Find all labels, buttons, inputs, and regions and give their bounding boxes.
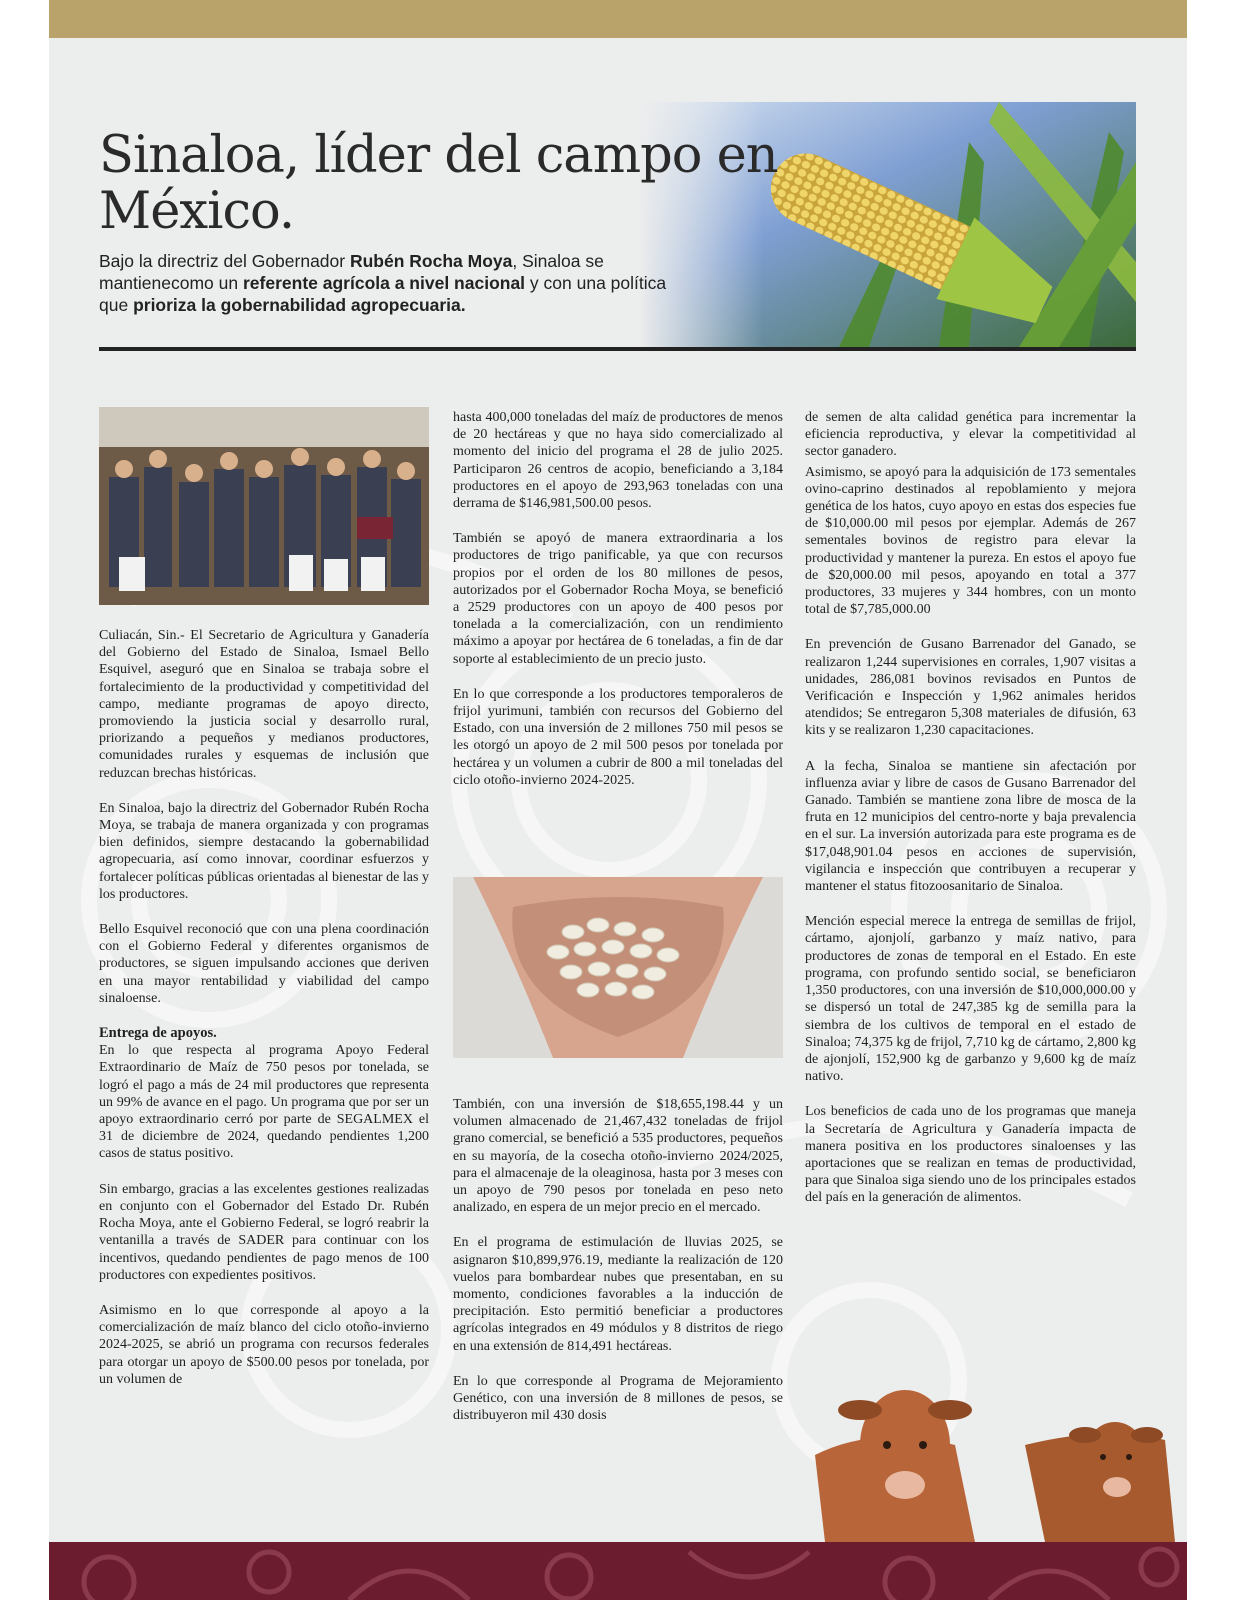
- paragraph: A la fecha, Sinaloa se mantiene sin afectación por influenza aviar y libre de casos de Gusano Barrenador del Ganado. También se mantiene zona libre de mosca de la fruta en 12 municipios del centro-norte y baja prevalencia en el sur. La inversión autorizada para este programa es de $17,048,901.04 pesos en acciones de supervisión, vigilancia e inspección que contribuyen a recuperar y mantener el status fitozoosanitario de Sinaloa.: [805, 758, 1136, 895]
- magazine-page: [49, 0, 1187, 1600]
- subtitle-bold: Rubén Rocha Moya: [349, 251, 513, 271]
- top-gold-band: [49, 0, 1187, 38]
- page-subtitle: [99, 250, 679, 316]
- article-column-2-continued: [453, 1096, 783, 1442]
- beans-in-hands-photo: [453, 877, 783, 1058]
- paragraph: Asimismo, se apoyó para la adquisición de 173 sementales ovino-caprino destinados al repoblamiento y mejora genética de los hatos, cuyo apoyo en estas dos especies fue de $10,000.00 mil pesos por ejemplar. Además de 267 sementales bovinos de registro para elevar la productividad y mantener la pureza. En estos el apoyo fue de $20,000.00 mil pesos, apoyando en total a 377 productores, 33 mujeres y 344 hombres, con un monto total de $7,785,000.00: [805, 464, 1136, 618]
- subtitle-bold: prioriza la gobernabilidad agropecuaria.: [133, 295, 466, 315]
- paragraph: En el programa de estimulación de lluvias 2025, se asignaron $10,899,976.19, mediante la realización de 120 vuelos para bombardear nubes que presentaban, en su momento, condiciones favorables a la inducción de precipitación. Esto permitió beneficiar a productores agrícolas integrados en 49 módulos y 8 distritos de riego en una extensión de 814,491 hectáreas.: [453, 1235, 783, 1354]
- article-column-2: [453, 409, 783, 807]
- subtitle-text: , Sinaloa se mantienecomo un: [99, 251, 604, 293]
- article-column-3: [805, 409, 1136, 1225]
- paragraph: Sin embargo, gracias a las excelentes gestiones realizadas en conjunto con el Gobernador del Estado Dr. Rubén Rocha Moya, ante el Gobierno Federal, se logró reabrir la ventanilla a través de SADER para continuar con los incentivos, quedando pendientes de pago menos de 100 productores con expedientes positivos.: [99, 1181, 429, 1283]
- paragraph: En lo que corresponde al Programa de Mejoramiento Genético, con una inversión de 8 millones de pesos, se distribuyeron mil 430 dosis: [453, 1373, 783, 1424]
- subtitle-bold: referente agrícola a nivel nacional: [242, 273, 526, 293]
- paragraph: Bello Esquivel reconoció que con una plena coordinación con el Gobierno Federal y diferentes organismos de productores, se siguen impulsando acciones que deriven en una mayor rentabilidad y viabilidad del campo sinaloense.: [99, 922, 429, 1006]
- paragraph: Mención especial merece la entrega de semillas de frijol, cártamo, ajonjolí, garbanzo y maíz nativo, para productores de zonas de temporal en el Estado. En este programa, con profundo sentido social, se beneficiaron 1,350 productores, con una inversión de $10,000,000.00 y se dispersó un total de 247,385 kg de semilla para la siembra de los cultivos de temporal en el estado de Sinaloa; 74,375 kg de frijol, 7,710 kg de cártamo, 2,800 kg de ajonjolí, 152,900 kg de garbanzo y 9,600 kg de maíz nativo.: [805, 914, 1136, 1085]
- decorative-pattern: [49, 1542, 1187, 1600]
- crowd-photo: [99, 407, 429, 605]
- paragraph: En lo que corresponde a los productores temporaleros de frijol yurimuni, también con recursos del Gobierno del Estado, con una inversión de 2 millones 750 mil pesos se les otorgó un apoyo de 2 mil 500 pesos por tonelada por hectárea y un volumen a cubrir de 800 a mil toneladas del ciclo otoño-invierno 2024-2025.: [453, 686, 783, 788]
- paragraph: Culiacán, Sin.- El Secretario de Agricultura y Ganadería del Gobierno del Estado de Sinaloa, Ismael Bello Esquivel, aseguró que en Sinaloa se trabaja sobre el fortalecimiento de la productividad y competitividad del campo, mediante programas de apoyo directo, promoviendo la justicia social y desarrollo rural, priorizando a pequeños y medianos productores, comunidades rurales y esquemas de inclusión que reduzcan brechas históricas.: [99, 628, 429, 781]
- paragraph: Asimismo en lo que corresponde al apoyo a la comercialización de maíz blanco del ciclo otoño-invierno 2024-2025, se abrió un programa con recursos federales para otorgar un apoyo de $500.00 pesos por tonelada, por un volumen de: [99, 1302, 429, 1387]
- subtitle-text: Bajo la directriz del Gobernador: [99, 251, 350, 271]
- paragraph: hasta 400,000 toneladas del maíz de productores de menos de 20 hectáreas y que no haya sido comercializado al momento del inicio del programa el 28 de julio 2025. Participaron 26 centros de acopio, beneficiando a 3,184 productores en el apoyo de 293,963 toneladas con una derrama de $146,981,500.00 pesos.: [453, 410, 783, 512]
- paragraph: También, con una inversión de $18,655,198.44 y un volumen almacenado de 21,467,432 toneladas de frijol grano comercial, se benefició a 535 productores, pequeños en su mayoría, de la cosecha otoño-invierno 2024/2025, para el almacenaje de la oleaginosa, hasta por 3 meses con un apoyo de 790 pesos por tonelada en peso neto analizado, en espera de un mejor precio en el mercado.: [453, 1097, 783, 1216]
- bottom-maroon-band: [49, 1542, 1187, 1600]
- paragraph: Los beneficios de cada uno de los programas que maneja la Secretaría de Agricultura y Ganadería impacta de manera positiva en los productores sinaloenses y las aportaciones que se realizan en temas de productividad, para que Sinaloa siga siendo uno de los principales estados del país en la generación de alimentos.: [805, 1104, 1136, 1206]
- page-title: Sinaloa, líder del campo en México.: [99, 126, 778, 241]
- paragraph: También se apoyó de manera extraordinaria a los productores de trigo panificable, ya que con recursos propios por el orden de los 80 millones de pesos, autorizados por el Gobernador Rocha Moya, se benefició a 2529 productores con un apoyo de 400 pesos por tonelada a la comercialización, con un rendimiento máximo a apoyar por hectárea de 6 toneladas, a fin de dar soporte al establecimiento de un precio justo.: [453, 531, 783, 667]
- section-heading: Entrega de apoyos.: [99, 1025, 217, 1042]
- paragraph: de semen de alta calidad genética para incrementar la eficiencia reproductiva, y elevar la competitividad al sector ganadero.: [805, 410, 1136, 460]
- cattle-photo: [805, 1365, 1187, 1542]
- title-divider: [99, 347, 1136, 351]
- subtitle-text: y con una política que: [99, 273, 667, 315]
- article-column-1: [99, 627, 429, 1406]
- paragraph: En prevención de Gusano Barrenador del Ganado, se realizaron 1,244 supervisiones en corrales, 1,907 visitas a unidades, 286,081 bovinos revisados en Puntos de Verificación e Inspección y 1,962 animales heridos atendidos; Se entregaron 5,308 materiales de difusión, 63 kits y se realizaron 1,230 capacitaciones.: [805, 637, 1136, 739]
- paragraph: En lo que respecta al programa Apoyo Federal Extraordinario de Maíz de 750 pesos por tonelada, se logró el pago a más de 24 mil productores que representa un 99% de avance en el pago. Un programa que por ser un apoyo extraordinario cerró por parte de SEGALMEX el 31 de diciembre de 2024, quedando pendientes 1,200 casos de status positivo.: [99, 1043, 429, 1162]
- paragraph: En Sinaloa, bajo la directriz del Gobernador Rubén Rocha Moya, se trabaja de manera organizada y con programas bien definidos, siempre destacando la gobernabilidad agropecuaria, así como innovar, coordinar esfuerzos y fortalecer políticas públicas orientadas al bienestar de las y los productores.: [99, 800, 429, 902]
